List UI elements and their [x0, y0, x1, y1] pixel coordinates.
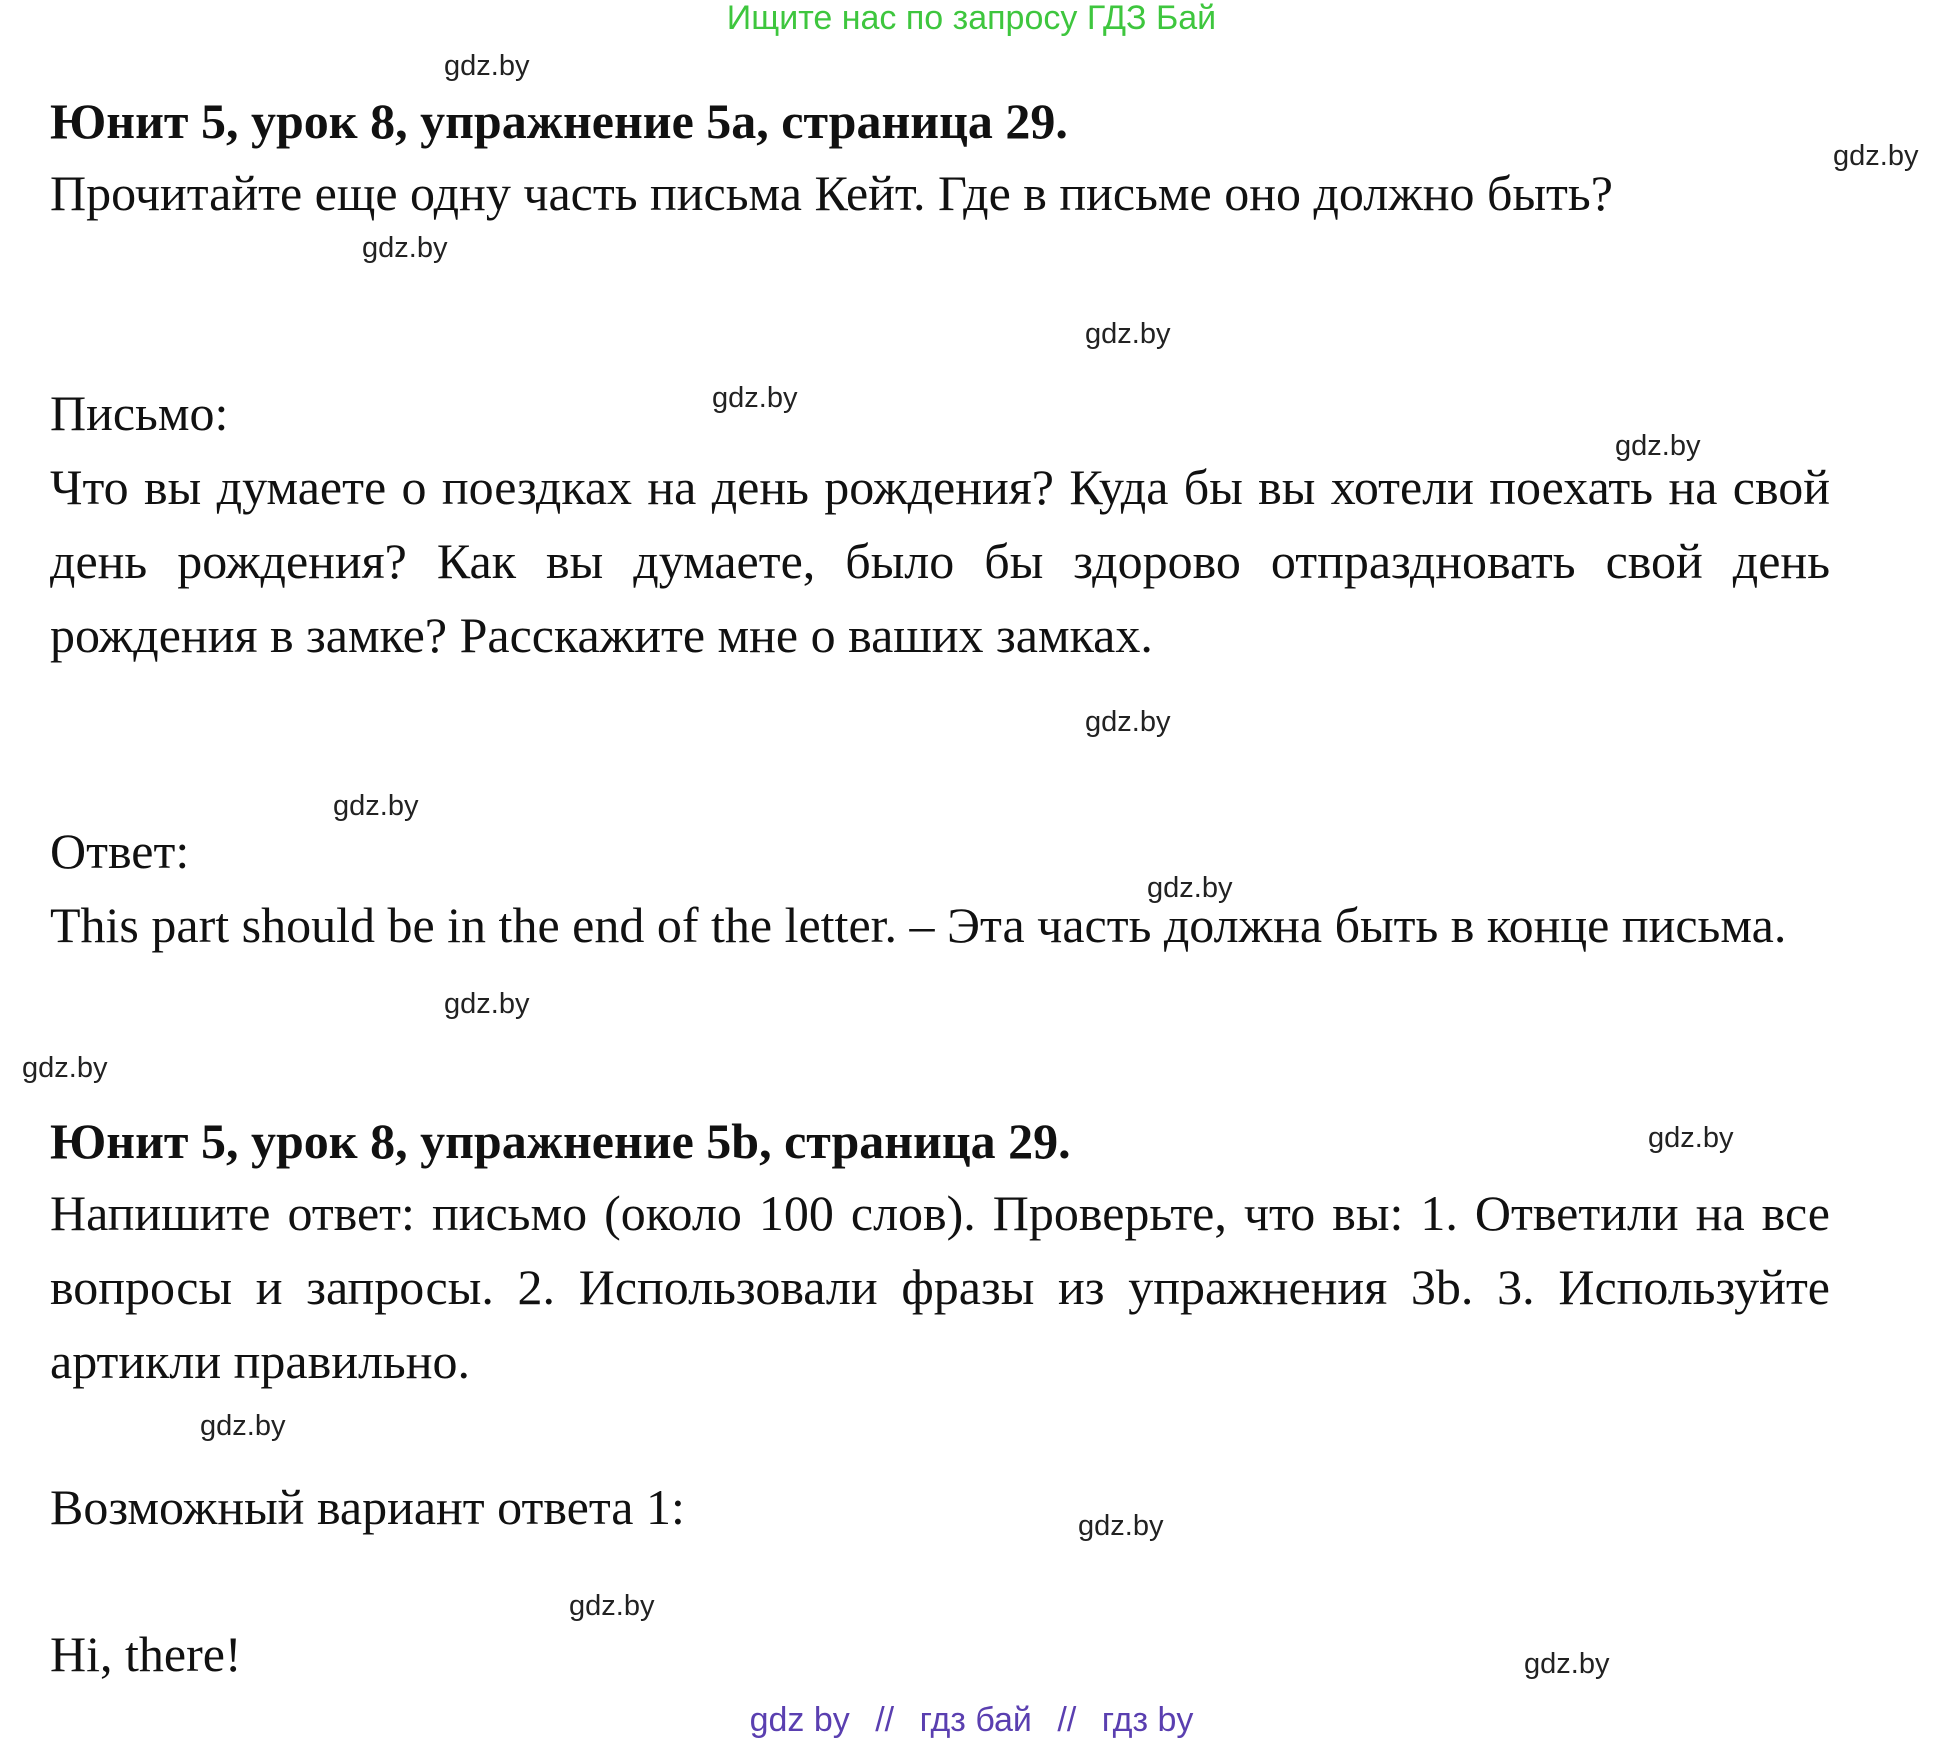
footer-links	[0, 1702, 1943, 1738]
footer-separator: //	[875, 1701, 895, 1739]
search-hint-banner: Ищите нас по запросу ГДЗ Бай	[726, 0, 1217, 37]
letter-label: Письмо:	[50, 385, 229, 441]
exercise-5b-instruction: Напишите ответ: письмо (около 100 слов). Проверьте, что вы: 1. Ответили на все вопросы и запросы. 2. Использовали фразы из упражнения 3b. 3. Используйте артикли правильно.	[50, 1185, 1830, 1389]
watermark: gdz.by	[22, 1052, 108, 1084]
watermark: gdz.by	[1615, 430, 1701, 462]
watermark: gdz.by	[1833, 140, 1919, 172]
watermark: gdz.by	[333, 790, 419, 822]
watermark: gdz.by	[444, 988, 530, 1020]
watermark: gdz.by	[1085, 706, 1171, 738]
watermark: gdz.by	[569, 1590, 655, 1622]
watermark: gdz.by	[1147, 872, 1233, 904]
watermark: gdz.by	[444, 50, 530, 82]
watermark: gdz.by	[1524, 1648, 1610, 1680]
watermark: gdz.by	[362, 232, 448, 264]
footer-separator: //	[1057, 1701, 1077, 1739]
watermark: gdz.by	[200, 1410, 286, 1442]
letter-text: Что вы думаете о поездках на день рождения? Куда бы вы хотели поехать на свой день рождения? Как вы думаете, было бы здорово отпраздновать свой день рождения в замке? Расскажите мне о ваших замках.	[50, 459, 1830, 663]
exercise-5a-heading: Юнит 5, урок 8, упражнение 5a, страница 29.	[50, 93, 1068, 149]
variant-label: Возможный вариант ответа 1:	[50, 1479, 685, 1535]
footer-link-gdz-by-cyr[interactable]: гдз by	[1101, 1701, 1194, 1739]
answer-label: Ответ:	[50, 823, 190, 879]
footer-link-gdz-by[interactable]: gdz by	[749, 1701, 850, 1739]
watermark: gdz.by	[1085, 318, 1171, 350]
exercise-5b-heading: Юнит 5, урок 8, упражнение 5b, страница 29.	[50, 1113, 1071, 1169]
footer-link-gdz-bai[interactable]: гдз бай	[919, 1701, 1032, 1739]
exercise-5a-instruction: Прочитайте еще одну часть письма Кейт. Где в письме оно должно быть?	[50, 165, 1613, 221]
letter-greeting: Hi, there!	[50, 1626, 242, 1682]
watermark: gdz.by	[712, 382, 798, 414]
watermark: gdz.by	[1648, 1122, 1734, 1154]
answer-text: This part should be in the end of the letter. – Эта часть должна быть в конце письма.	[50, 897, 1787, 953]
watermark: gdz.by	[1078, 1510, 1164, 1542]
